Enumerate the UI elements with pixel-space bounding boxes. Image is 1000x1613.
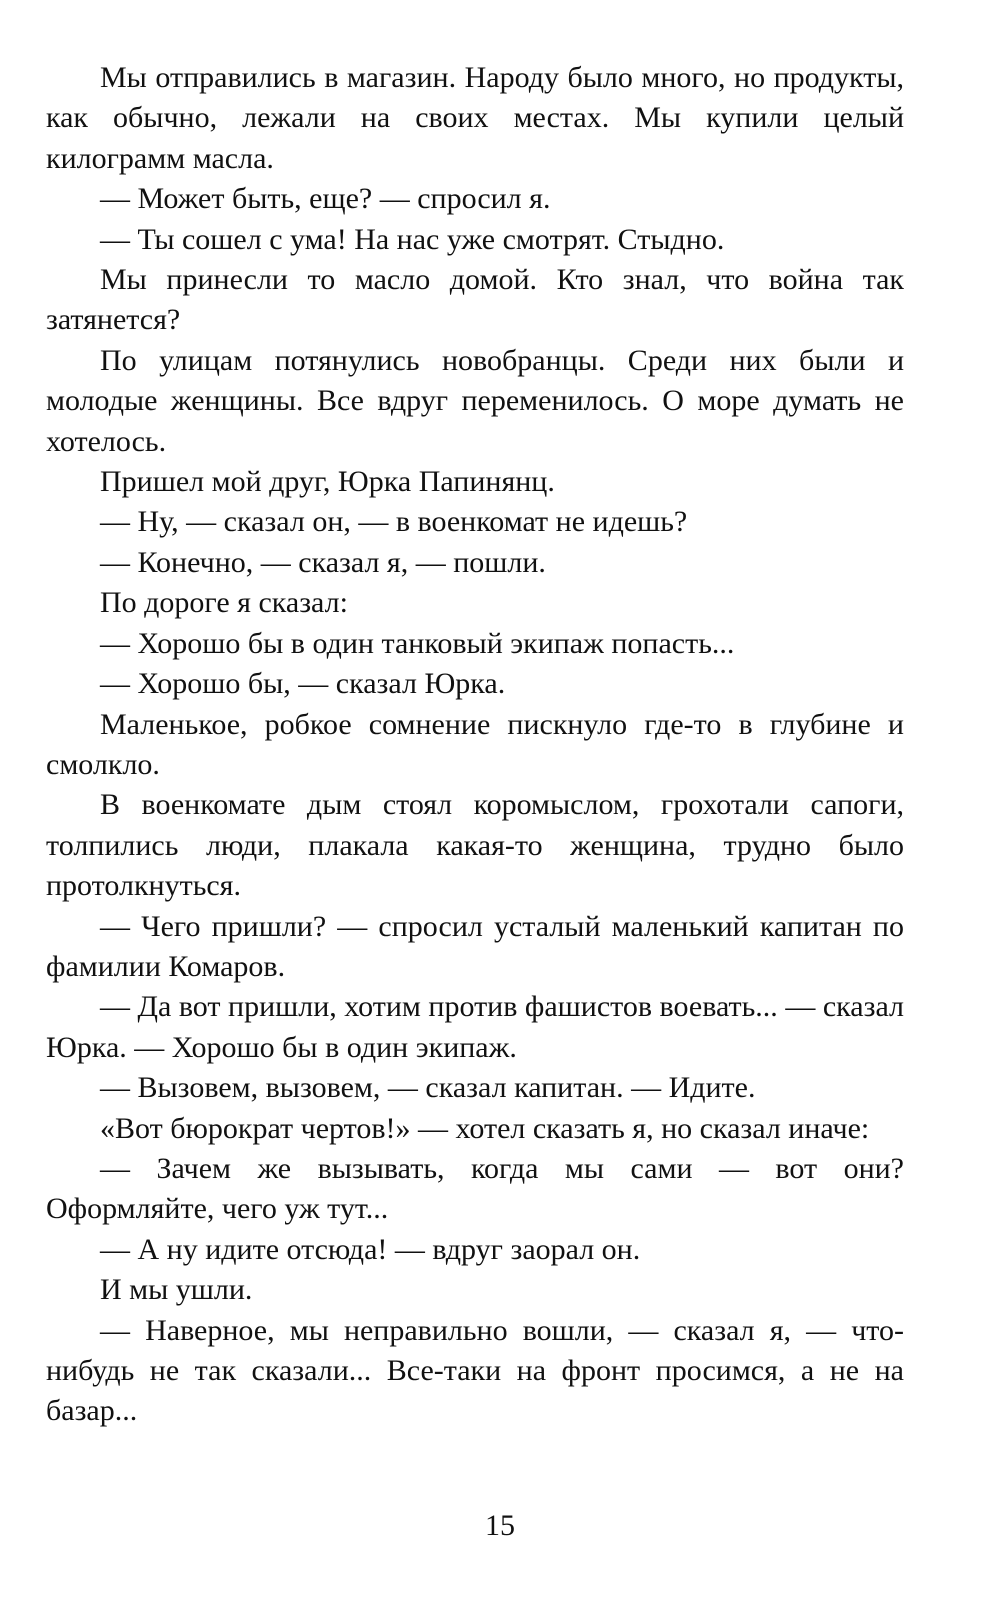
paragraph: По улицам потянулись новобранцы. Среди них были и молодые женщины. Все вдруг переменилось. О море думать не хотелось. — [46, 343, 904, 458]
paragraph: — Ты сошел с ума! На нас уже смотрят. Стыдно. — [100, 222, 725, 256]
paragraph: — Наверное, мы неправильно вошли, — сказал я, — что-нибудь не так сказали... Все-таки на фронт просимся, а не на базар... — [46, 1313, 904, 1428]
paragraph: — Хорошо бы в один танковый экипаж попасть... — [100, 626, 735, 660]
page-text — [46, 58, 904, 1498]
paragraph: — Конечно, — сказал я, — пошли. — [100, 545, 546, 579]
paragraph: — Чего пришли? — спросил усталый маленький капитан по фамилии Комаров. — [46, 909, 904, 983]
paragraph: В военкомате дым стоял коромыслом, грохотали сапоги, толпились люди, плакала какая-то женщина, трудно было протолкнуться. — [46, 788, 904, 903]
paragraph: — А ну идите отсюда! — вдруг заорал он. — [100, 1232, 641, 1266]
paragraph: — Зачем же вызывать, когда мы сами — вот они? Оформляйте, чего уж тут... — [46, 1151, 904, 1226]
paragraph: — Ну, — сказал он, — в военкомат не идешь? — [100, 505, 688, 539]
paragraph: Мы принесли то масло домой. Кто знал, что война так затянется? — [46, 263, 904, 337]
paragraph: Пришел мой друг, Юрка Папинянц. — [100, 465, 555, 499]
paragraph: — Может быть, еще? — спросил я. — [100, 182, 551, 216]
page-number: 15 — [485, 1509, 515, 1542]
paragraph: — Вызовем, вызовем, — сказал капитан. — Идите. — [100, 1071, 756, 1105]
paragraph: — Хорошо бы, — сказал Юрка. — [100, 667, 506, 701]
paragraph: По дороге я сказал: — [100, 586, 348, 620]
paragraph: Маленькое, робкое сомнение пискнуло где-то в глубине и смолкло. — [46, 707, 904, 781]
paragraph: И мы ушли. — [100, 1273, 253, 1307]
paragraph: «Вот бюрократ чертов!» — хотел сказать я, но сказал иначе: — [100, 1111, 870, 1145]
paragraph: Мы отправились в магазин. Народу было много, но продукты, как обычно, лежали на своих местах. Мы купили целый килограмм масла. — [46, 61, 904, 175]
paragraph: — Да вот пришли, хотим против фашистов воевать... — сказал Юрка. — Хорошо бы в один экипаж. — [46, 990, 904, 1064]
